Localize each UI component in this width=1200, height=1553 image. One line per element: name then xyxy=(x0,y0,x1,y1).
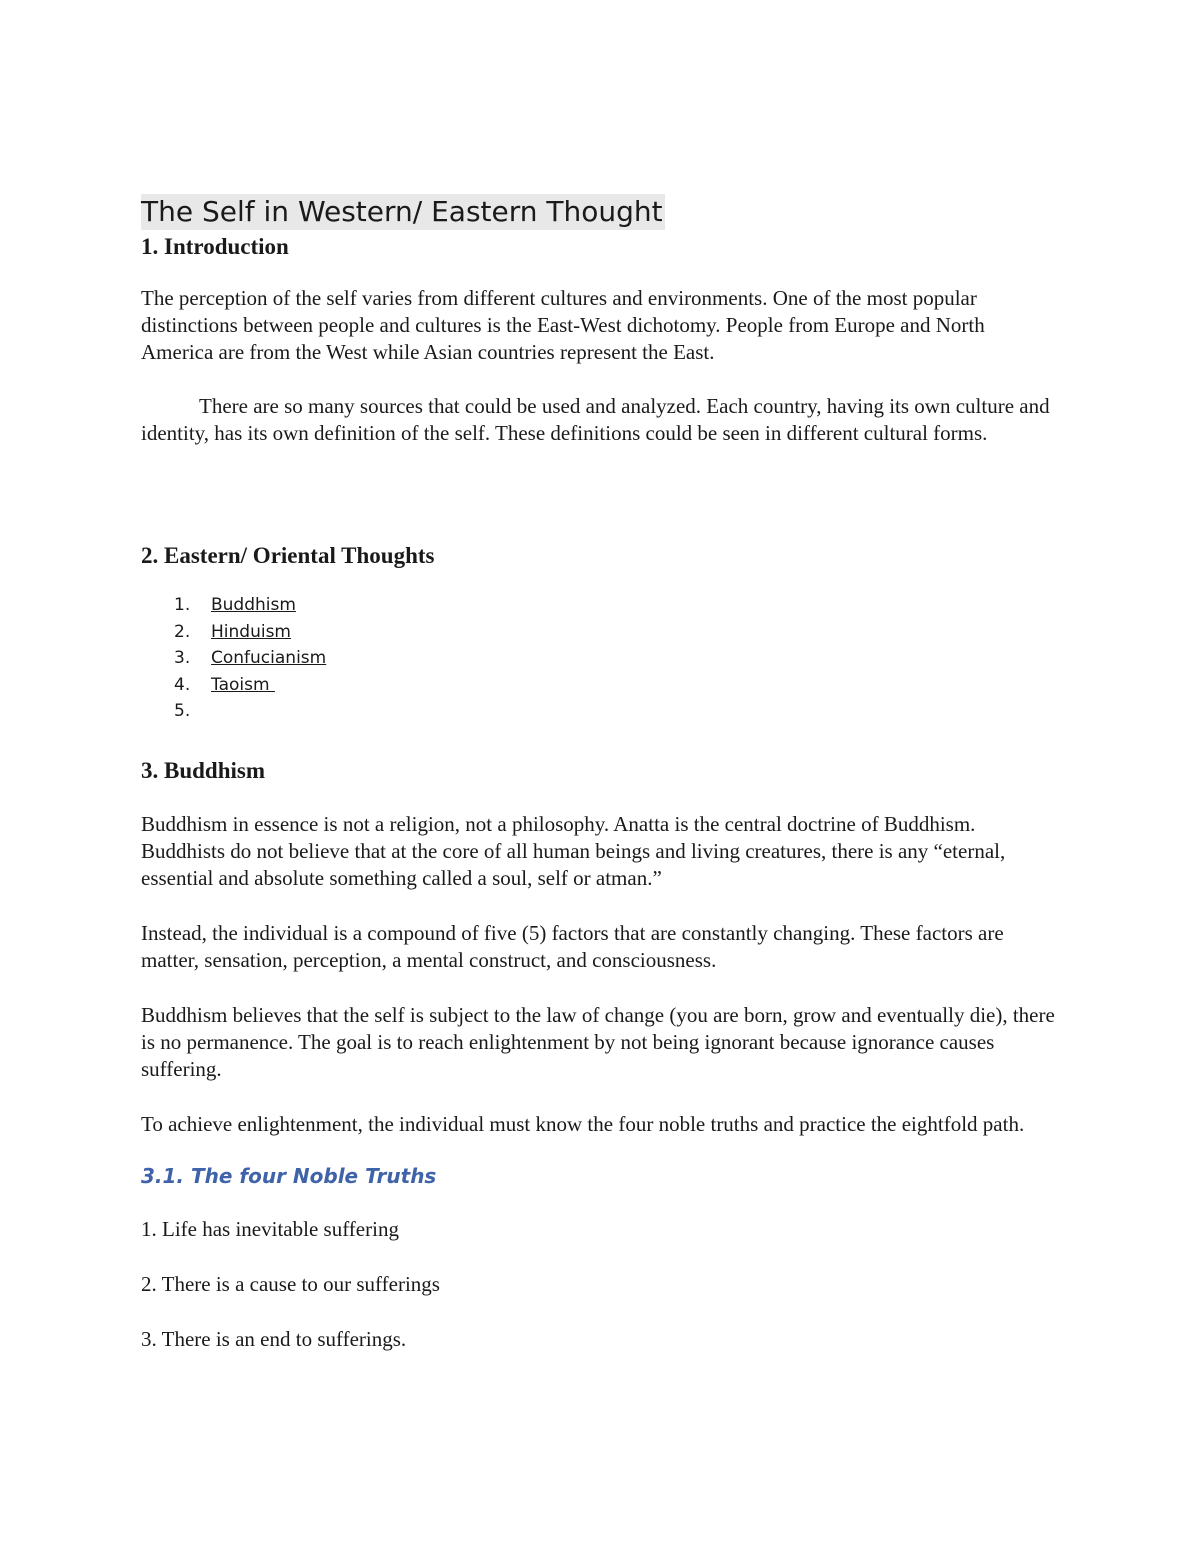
document-title: The Self in Western/ Eastern Thought xyxy=(141,195,663,228)
intro-paragraph-1: The perception of the self varies from different cultures and environments. One of the most popular distinctions between people and cultures is the East-West dichotomy. People from Europe and North America are from the West while Asian countries represent the East. xyxy=(141,286,985,364)
list-item: 2. Hinduism xyxy=(174,619,1061,646)
buddhism-paragraph-3: Buddhism believes that the self is subject to the law of change (you are born, grow and eventually die), there is no permanence. The goal is to reach enlightenment by not being ignorant because ignorance causes suffering. xyxy=(141,1002,1055,1081)
list-item: 4. Taoism xyxy=(174,672,1061,699)
buddhism-heading: 3. Buddhism xyxy=(141,757,266,783)
buddhism-paragraph-1: Buddhism in essence is not a religion, not a philosophy. Anatta is the central doctrine of Buddhism. Buddhists do not believe that at the core of all human beings and living creatures, there is any “eternal, essential and absolute something called a soul, self or atman.” xyxy=(141,811,1006,890)
document-page xyxy=(141,194,1061,1353)
eastern-topics-list xyxy=(174,592,1061,725)
intro-paragraph-2: There are so many sources that could be used and analyzed. Each country, having its own culture and identity, has its own definition of the self. These definitions could be seen in different cultural forms. xyxy=(141,394,1050,445)
list-item: 5. xyxy=(174,701,191,721)
topic-link-hinduism[interactable]: Hinduism xyxy=(211,621,291,642)
eastern-heading: 2. Eastern/ Oriental Thoughts xyxy=(141,543,435,568)
topic-link-confucianism[interactable]: Confucianism xyxy=(211,648,327,668)
list-item: 1. Buddhism xyxy=(174,592,1061,619)
topic-link-buddhism[interactable]: Buddhism xyxy=(211,595,296,615)
list-item: 3. Confucianism xyxy=(174,645,1061,672)
noble-truth-3: 3. There is an end to sufferings. xyxy=(141,1326,407,1351)
buddhism-paragraph-4: To achieve enlightenment, the individual must know the four noble truths and practice the eightfold path. xyxy=(141,1111,1025,1136)
topic-link-taoism[interactable]: Taoism xyxy=(211,674,275,695)
buddhism-paragraph-2: Instead, the individual is a compound of five (5) factors that are constantly changing. These factors are matter, sensation, perception, a mental construct, and consciousness. xyxy=(141,920,1004,972)
intro-heading: 1. Introduction xyxy=(141,234,289,259)
noble-truth-1: 1. Life has inevitable suffering xyxy=(141,1216,399,1241)
noble-truth-2: 2. There is a cause to our sufferings xyxy=(141,1271,440,1296)
noble-truths-heading: 3.1. The four Noble Truths xyxy=(141,1163,437,1188)
